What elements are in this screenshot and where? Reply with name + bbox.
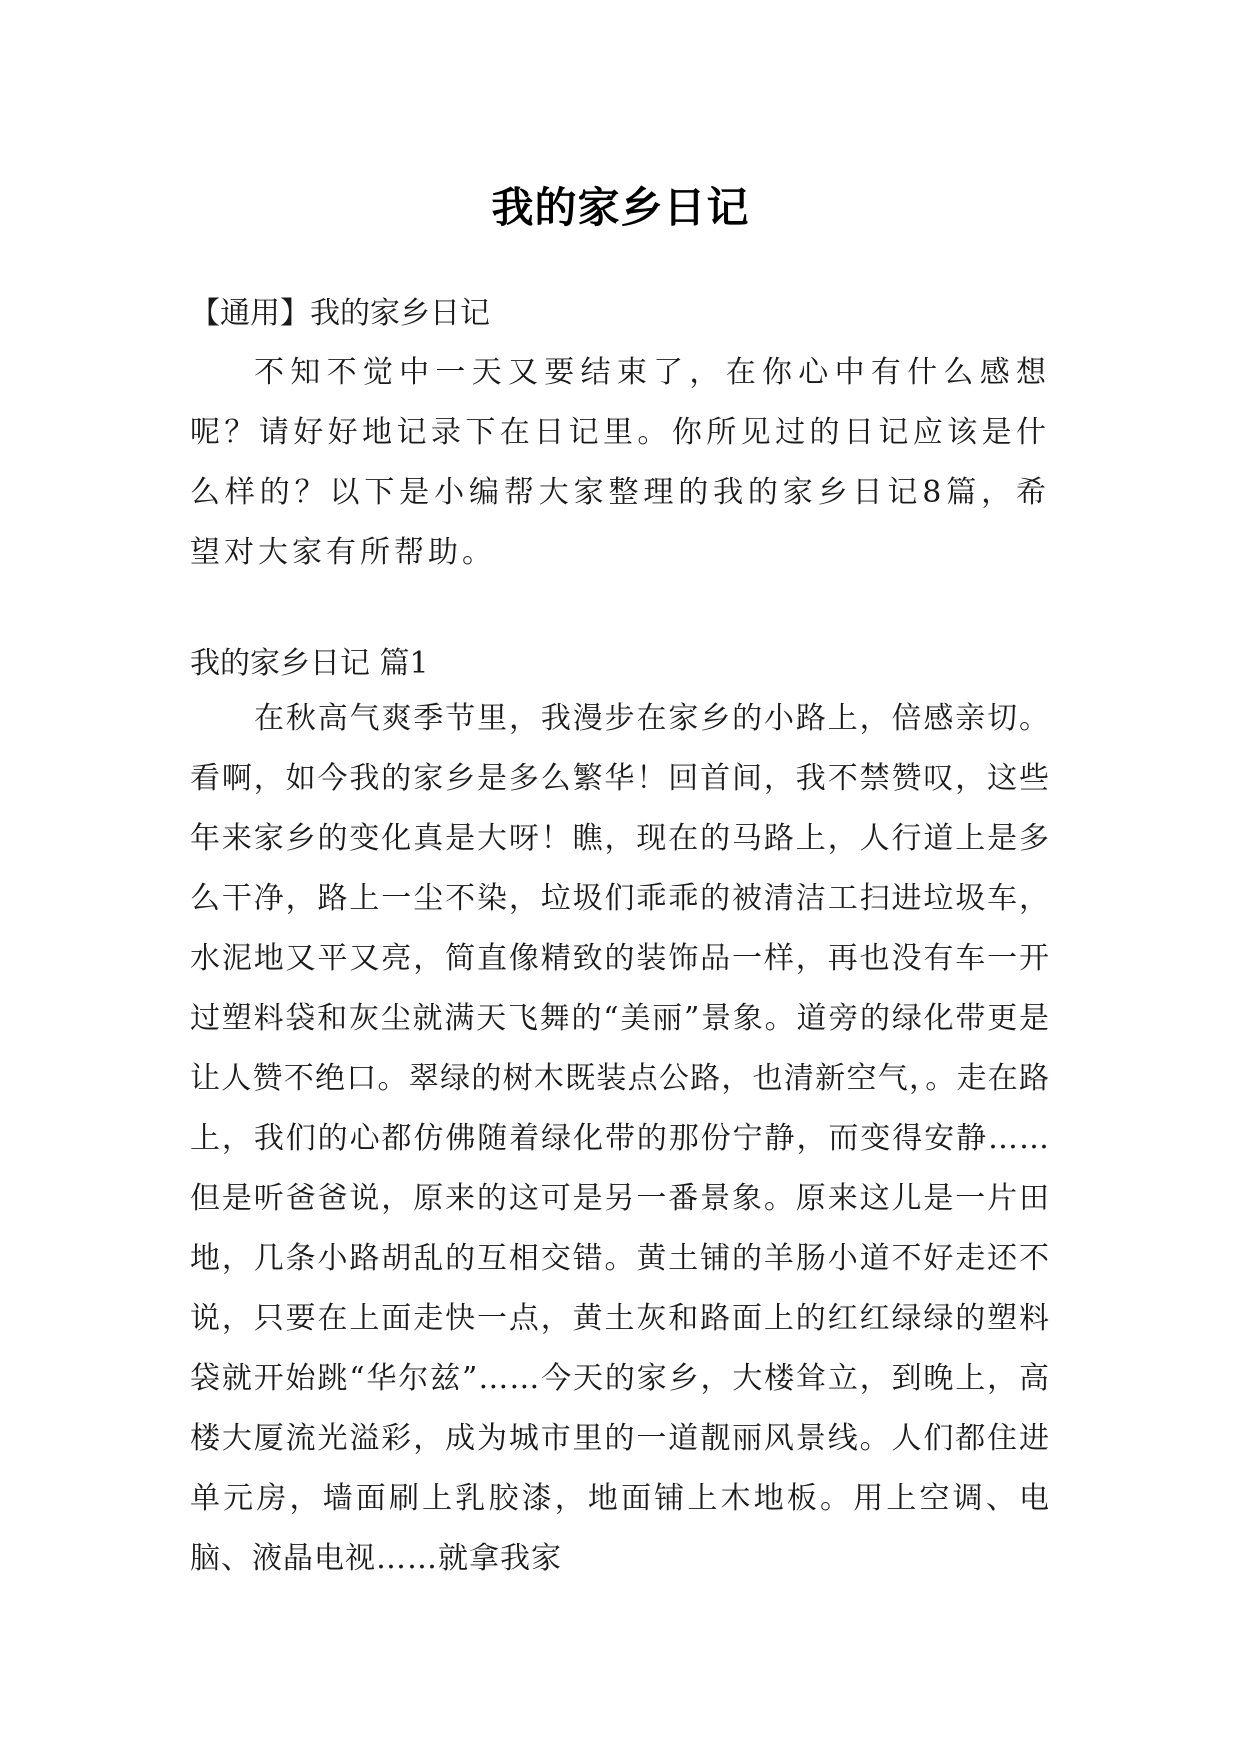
document-title: 我的家乡日记 xyxy=(491,183,750,233)
section-paragraph: 在秋高气爽季节里，我漫步在家乡的小路上，倍感亲切。看啊，如今我的家乡是多么繁华！回首间，我不禁赞叹，这些年来家乡的变化真是大呀！瞧，现在的马路上，人行道上是多么干净，路上一尘不染，垃圾们乖乖的被清洁工扫进垃圾车，水泥地又平又亮，简直像精致的装饰品一样，再也没有车一开过塑料袋和灰尘就满天飞舞的“美丽”景象。道旁的绿化带更是让人赞不绝口。翠绿的树木既装点公路，也清新空气，。走在路上，我们的心都仿佛随着绿化带的那份宁静，而变得安静……但是听爸爸说，原来的这可是另一番景象。原来这儿是一片田地，几条小路胡乱的互相交错。黄土铺的羊肠小道不好走还不说，只要在上面走快一点，黄土灰和路面上的红红绿绿的塑料袋就开始跳“华尔兹”……今天的家乡，大楼耸立，到晚上，高楼大厦流光溢彩，成为城市里的一道靓丽风景线。人们都住进单元房，墙面刷上乳胶漆，地面铺上木地板。用上空调、电脑、液晶电视……就拿我家 xyxy=(190,701,1050,1576)
section-heading: 我的家乡日记 篇1 xyxy=(190,646,429,681)
document-subtitle: 【通用】我的家乡日记 xyxy=(190,296,490,331)
intro-paragraph: 不知不觉中一天又要结束了，在你心中有什么感想呢？请好好地记录下在日记里。你所见过的日记应该是什么样的？以下是小编帮大家整理的我的家乡日记8篇，希望对大家有所帮助。 xyxy=(190,355,1050,570)
